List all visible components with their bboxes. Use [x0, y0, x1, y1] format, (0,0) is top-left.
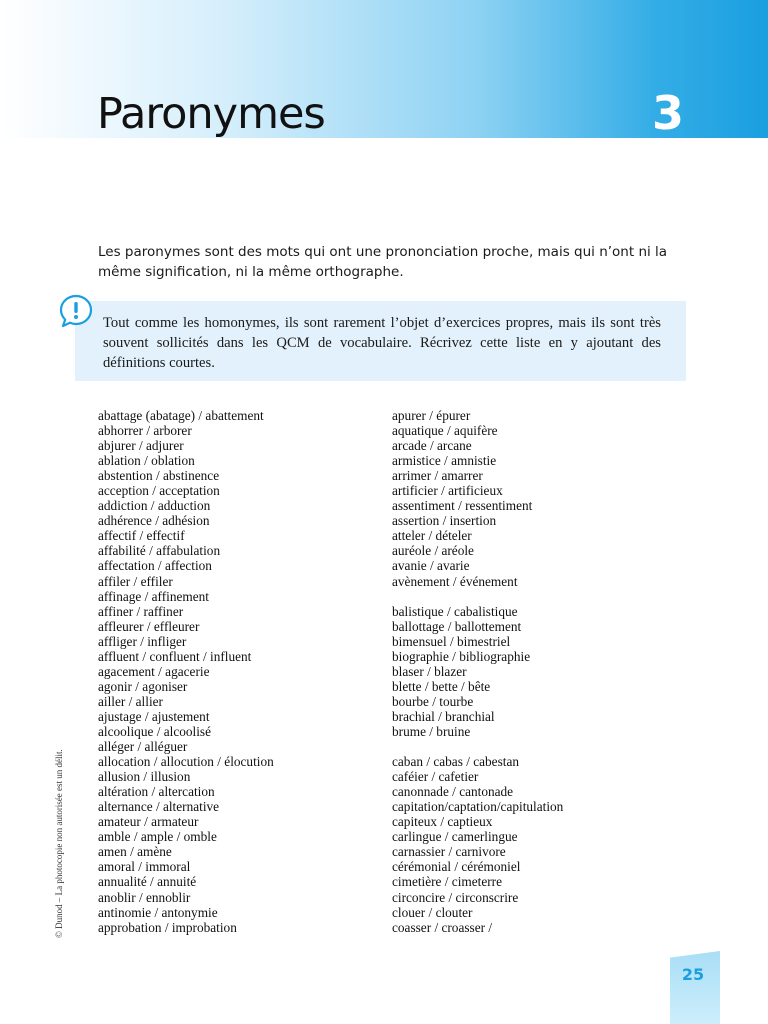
list-item: arcade / arcane — [392, 438, 472, 454]
list-item: approbation / improbation — [98, 919, 237, 935]
list-item: biographie / bibliographie — [392, 648, 531, 664]
list-item: affiner / raffiner — [98, 603, 184, 619]
list-item: caban / cabas / cabestan — [392, 754, 519, 770]
list-item: clouer / clouter — [392, 904, 473, 920]
list-item: aquatique / aquifère — [392, 423, 498, 439]
list-item: circoncire / circonscrire — [392, 889, 519, 905]
list-item: cérémonial / cérémoniel — [392, 859, 521, 875]
list-item: affiler / effiler — [98, 573, 173, 589]
chapter-title: Paronymes — [97, 89, 325, 139]
copyright-notice: © Dunod – La photocopie non autorisée est un délit. — [54, 749, 64, 938]
list-item: assertion / insertion — [392, 513, 497, 529]
paronym-list-right — [392, 408, 563, 935]
list-item: coasser / croasser / — [392, 919, 493, 935]
list-item: canonnade / cantonade — [392, 784, 514, 800]
list-item: abattage (abatage) / abattement — [98, 408, 264, 423]
note-box — [75, 301, 686, 381]
list-item: abstention / abstinence — [98, 468, 220, 484]
list-item: carnassier / carnivore — [392, 844, 506, 860]
list-item: atteler / dételer — [392, 528, 472, 544]
list-item: ailler / allier — [98, 693, 163, 709]
list-item: balistique / cabalistique — [392, 603, 518, 619]
list-item: antinomie / antonymie — [98, 904, 218, 920]
list-item: capitation/captation/capitulation — [392, 799, 564, 815]
list-item: ballottage / ballottement — [392, 618, 522, 634]
list-item: blette / bette / bête — [392, 678, 491, 694]
list-item: affluent / confluent / influent — [98, 648, 252, 664]
list-item: altération / altercation — [98, 784, 215, 800]
list-item: affliger / infliger — [98, 633, 187, 649]
list-item: brachial / branchial — [392, 708, 495, 724]
list-item: anoblir / ennoblir — [98, 889, 191, 905]
list-item: amen / amène — [98, 844, 172, 860]
list-item: brume / bruine — [392, 723, 471, 739]
list-item: affectation / affection — [98, 558, 212, 574]
paronym-list-left — [98, 408, 274, 935]
list-item: agonir / agoniser — [98, 678, 188, 694]
intro-paragraph: Les paronymes sont des mots qui ont une prononciation proche, mais qui n’ont ni la même signification, ni la même orthographe. — [98, 244, 668, 280]
list-item: bourbe / tourbe — [392, 693, 474, 709]
list-item: affabilité / affabulation — [98, 543, 221, 559]
list-item: amateur / armateur — [98, 814, 199, 830]
list-item: caféier / cafetier — [392, 769, 479, 785]
list-item: addiction / adduction — [98, 498, 211, 514]
list-item: auréole / aréole — [392, 543, 474, 559]
list-item: arrimer / amarrer — [392, 468, 483, 484]
list-item: artificier / artificieux — [392, 483, 503, 499]
list-item: annualité / annuité — [98, 874, 197, 890]
list-item: adhérence / adhésion — [98, 513, 210, 529]
list-spacer — [392, 589, 563, 604]
list-item: agacement / agacerie — [98, 663, 210, 679]
list-item: amble / ample / omble — [98, 829, 217, 845]
list-item: ajustage / ajustement — [98, 708, 210, 724]
list-item: alternance / alternative — [98, 799, 220, 815]
list-item: alcoolique / alcoolisé — [98, 723, 211, 739]
list-item: bimensuel / bimestriel — [392, 633, 511, 649]
list-item: affinage / affinement — [98, 588, 210, 604]
exclamation-icon — [59, 294, 93, 328]
note-text: Tout comme les homonymes, ils sont rarement l’objet d’exercices propres, mais ils sont très souvent sollicités dans les QCM de vocabulaire. Récrivez cette liste en y ajoutant des définitions courtes. — [103, 315, 661, 371]
list-spacer — [392, 739, 563, 754]
list-item: acception / acceptation — [98, 483, 220, 499]
list-item: capiteux / captieux — [392, 814, 493, 830]
list-item: apurer / épurer — [392, 408, 471, 423]
list-item: amoral / immoral — [98, 859, 191, 875]
page-tab — [670, 951, 720, 1024]
list-item: allocation / allocution / élocution — [98, 754, 274, 770]
page-number: 25 — [681, 965, 705, 984]
list-item: ablation / oblation — [98, 453, 195, 469]
list-item: avanie / avarie — [392, 558, 470, 574]
list-item: abjurer / adjurer — [98, 438, 184, 454]
list-item: affectif / effectif — [98, 528, 185, 544]
list-item: alléger / alléguer — [98, 739, 188, 755]
list-item: carlingue / camerlingue — [392, 829, 518, 845]
list-item: armistice / amnistie — [392, 453, 497, 469]
list-item: cimetière / cimeterre — [392, 874, 502, 890]
list-item: allusion / illusion — [98, 769, 191, 785]
list-item: blaser / blazer — [392, 663, 467, 679]
list-item: assentiment / ressentiment — [392, 498, 533, 514]
list-item: affleurer / effleurer — [98, 618, 200, 634]
list-item: avènement / événement — [392, 573, 518, 589]
chapter-number: 3 — [651, 86, 684, 140]
list-item: abhorrer / arborer — [98, 423, 192, 439]
